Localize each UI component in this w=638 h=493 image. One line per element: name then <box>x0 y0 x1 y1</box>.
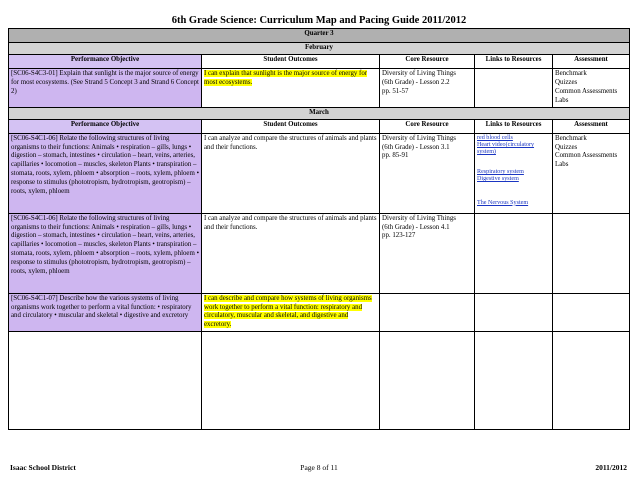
core-resource-line: Diversity of Living Things <box>382 134 456 142</box>
outcome-text: I can describe and compare how systems of living organisms work together to perform a vital function: respiratory and circulatory, muscular and skeletal, and digestive and excretory. <box>204 294 372 329</box>
assessment-cell <box>553 133 630 213</box>
empty-cell <box>380 332 475 430</box>
header-outcomes: Student Outcomes <box>202 119 380 133</box>
assessment-item: Benchmark <box>555 134 587 142</box>
header-objective: Performance Objective <box>9 119 202 133</box>
column-header-row <box>9 119 630 133</box>
footer-district: Isaac School District <box>10 463 76 472</box>
month-band-february <box>9 43 630 55</box>
quarter-band <box>9 29 630 43</box>
assessment-item: Common Assessments <box>555 87 618 95</box>
core-resource-line: (6th Grade) - Lesson 4.1 <box>382 223 450 231</box>
assessment-cell <box>553 213 630 293</box>
core-resource-line: Diversity of Living Things <box>382 70 456 77</box>
assessment-item: Labs <box>555 161 569 169</box>
empty-cell <box>475 332 553 430</box>
core-resource-cell <box>380 293 475 332</box>
assessment-item: Quizzes <box>555 143 578 151</box>
outcome-cell <box>202 293 380 332</box>
header-assessment: Assessment <box>553 55 630 69</box>
header-core: Core Resource <box>380 119 475 133</box>
links-cell <box>475 69 553 108</box>
assessment-cell <box>553 293 630 332</box>
resource-link-heart-video[interactable]: Heart video(circulatory system) <box>477 142 535 156</box>
empty-cell <box>9 332 202 430</box>
resource-link-nervous-system[interactable]: The Nervous System <box>477 199 529 206</box>
core-resource-line: pp. 51-57 <box>382 87 409 95</box>
outcome-cell: I can analyze and compare the structures of animals and plants and their functions. <box>202 133 380 213</box>
resource-link-red-blood-cells[interactable]: red blood cells <box>477 134 513 141</box>
links-cell <box>475 213 553 293</box>
resource-link-digestive-system[interactable]: Digestive system <box>477 176 519 183</box>
footer-page-number: Page 8 of 11 <box>300 463 338 472</box>
header-links: Links to Resources <box>475 119 553 133</box>
table-row-march-1 <box>9 133 630 213</box>
assessment-item: Benchmark <box>555 70 587 77</box>
links-cell <box>475 133 553 213</box>
assessment-cell <box>553 69 630 108</box>
objective-cell: [SC06-S4C1-06] Relate the following structures of living organisms to their functions: Animals • respiration – gills, lungs • digestion – stomach, intestines • circulation – heart, veins, arteries, capillaries • locomotion – muscles, skeleton Plants • transpiration – stomata, roots, xylem, phloem • absorption – roots, xylem, phloem • response to stimulus (phototropism, hydrotropism, geotropism) – roots, xylem, phloem <box>9 133 202 213</box>
outcome-cell: I can analyze and compare the structures of animals and plants and their functions. <box>202 213 380 293</box>
objective-cell: [SC06-S4C1-07] Describe how the various systems of living organisms work together to perform a vital function: • respiratory and circulatory • muscular and skeletal • digestive and excretory <box>9 293 202 332</box>
core-resource-cell <box>380 133 475 213</box>
core-resource-line: Diversity of Living Things <box>382 214 456 222</box>
objective-cell: [SC06-S4C1-06] Relate the following structures of living organisms to their functions: Animals • respiration – gills, lungs • digestion – stomach, intestines • circulation – heart, veins, arteries, capillaries • locomotion – muscles, skeleton Plants • transpiration – stomata, roots, xylem, phloem • absorption – roots, xylem, phloem • response to stimulus (phototropism, hydrotropism, geotropism) – roots, xylem, phloem <box>9 213 202 293</box>
header-objective: Performance Objective <box>9 55 202 69</box>
resource-link-respiratory-system[interactable]: Respiratory system <box>477 168 524 175</box>
links-cell <box>475 293 553 332</box>
column-header-row <box>9 55 630 69</box>
core-resource-line: pp. 123-127 <box>382 232 416 240</box>
header-core: Core Resource <box>380 55 475 69</box>
table-row-march-3 <box>9 293 630 332</box>
month-band-march <box>9 107 630 119</box>
table-row-march-2 <box>9 213 630 293</box>
assessment-item: Quizzes <box>555 78 578 86</box>
month-label-february: February <box>9 43 630 55</box>
header-outcomes: Student Outcomes <box>202 55 380 69</box>
header-links: Links to Resources <box>475 55 553 69</box>
assessment-item: Labs <box>555 96 569 104</box>
outcome-text: I can explain that sunlight is the major source of energy for most ecosystems. <box>204 70 368 86</box>
core-resource-line: pp. 85-91 <box>382 152 409 160</box>
footer-year: 2011/2012 <box>595 463 627 472</box>
curriculum-table <box>8 28 630 430</box>
month-label-march: March <box>9 107 630 119</box>
core-resource-cell <box>380 69 475 108</box>
core-resource-cell <box>380 213 475 293</box>
objective-cell: [SC06-S4C3-01] Explain that sunlight is the major source of energy for most ecosystems. (See Strand 5 Concept 3 and Strand 6 Concept 2) <box>9 69 202 108</box>
core-resource-line: (6th Grade) - Lesson 3.1 <box>382 143 450 151</box>
table-row-empty <box>9 332 630 430</box>
document-title: 6th Grade Science: Curriculum Map and Pacing Guide 2011/2012 <box>171 15 467 26</box>
outcome-cell <box>202 69 380 108</box>
empty-cell <box>553 332 630 430</box>
empty-cell <box>202 332 380 430</box>
core-resource-line: (6th Grade) - Lesson 2.2 <box>382 78 450 86</box>
quarter-label: Quarter 3 <box>9 29 630 43</box>
header-assessment: Assessment <box>553 119 630 133</box>
table-row-february <box>9 69 630 108</box>
assessment-item: Common Assessments <box>555 152 618 160</box>
